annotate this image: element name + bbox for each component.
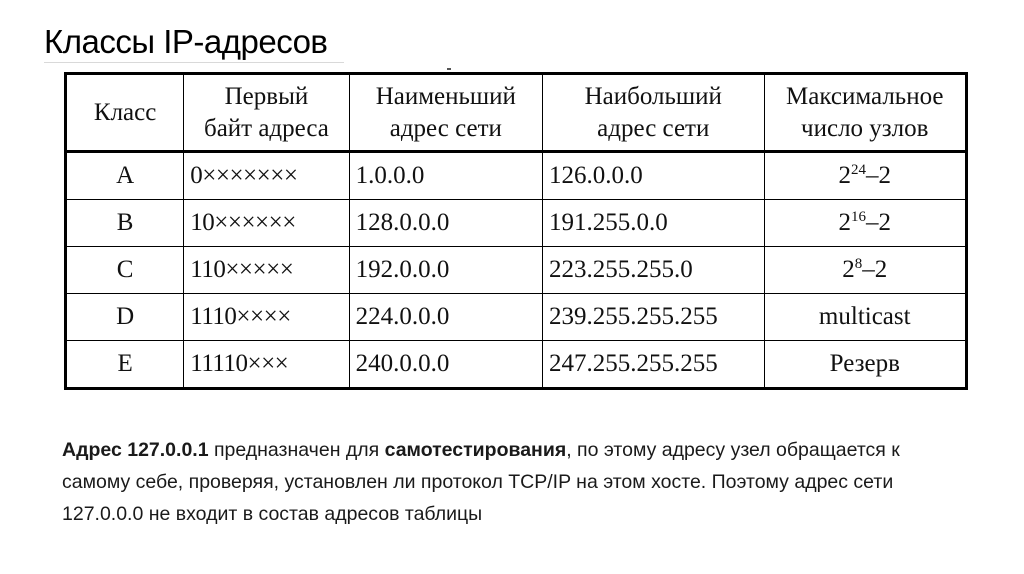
cell-max-address: 126.0.0.0 — [543, 152, 764, 200]
hosts-base: 2 — [838, 209, 851, 236]
note-text-2: , по этому адресу узел обращается к самому себе, проверяя, установлен ли протокол TCP/IP на этом хосте. Поэтому адрес сети 127.0.0.0 не входит в состав адресов таблицы — [62, 439, 900, 525]
loopback-note — [62, 434, 962, 530]
header-max-line1: Наибольший — [584, 82, 722, 110]
cell-max-address: 223.255.255.0 — [543, 247, 764, 294]
cell-max-hosts: multicast — [764, 294, 966, 341]
cell-min-address: 128.0.0.0 — [349, 200, 542, 247]
cell-max-address: 191.255.0.0 — [543, 200, 764, 247]
header-min-address — [349, 74, 542, 152]
header-max-hosts — [764, 74, 966, 152]
cell-first-byte: 0××××××× — [184, 152, 349, 200]
hosts-exponent: 24 — [851, 162, 866, 178]
cell-min-address: 240.0.0.0 — [349, 341, 542, 389]
cell-max-hosts — [764, 200, 966, 247]
table-row — [66, 294, 967, 341]
hosts-tail: –2 — [862, 256, 888, 283]
table-row — [66, 152, 967, 200]
header-first-byte-line2: байт адреса — [203, 114, 329, 142]
hosts-exponent: 8 — [854, 256, 863, 272]
cell-class: A — [66, 152, 184, 200]
ip-classes-table — [64, 72, 968, 390]
cell-first-byte: 10×××××× — [184, 200, 349, 247]
hosts-tail: –2 — [866, 162, 891, 189]
note-loopback-address: Адрес 127.0.0.1 — [62, 439, 209, 461]
cell-first-byte: 110××××× — [184, 247, 349, 294]
scan-artifact — [447, 68, 451, 70]
table-header-row — [66, 74, 967, 152]
cell-max-hosts — [764, 152, 966, 200]
cell-max-address: 247.255.255.255 — [543, 341, 764, 389]
cell-class: E — [66, 341, 184, 389]
table-row — [66, 341, 967, 389]
header-max-address — [543, 74, 764, 152]
cell-min-address: 192.0.0.0 — [349, 247, 542, 294]
header-hosts-line2: число узлов — [801, 114, 929, 142]
cell-first-byte: 11110××× — [184, 341, 349, 389]
header-max-line2: адрес сети — [597, 114, 710, 142]
header-min-line2: адрес сети — [389, 114, 502, 142]
cell-max-hosts — [764, 247, 966, 294]
cell-class: B — [66, 200, 184, 247]
note-text-1: предназначен для — [208, 439, 385, 461]
header-first-byte — [184, 74, 349, 152]
cell-class: D — [66, 294, 184, 341]
table-row — [66, 247, 967, 294]
header-hosts-line1: Максимальное — [786, 82, 944, 110]
header-min-line1: Наименьший — [375, 82, 516, 110]
cell-first-byte: 1110×××× — [184, 294, 349, 341]
table-row — [66, 200, 967, 247]
cell-max-address: 239.255.255.255 — [543, 294, 764, 341]
cell-class: C — [66, 247, 184, 294]
hosts-tail: –2 — [866, 209, 891, 236]
note-self-testing: самотестирования — [384, 439, 567, 461]
cell-min-address: 224.0.0.0 — [349, 294, 542, 341]
cell-min-address: 1.0.0.0 — [349, 152, 542, 200]
hosts-exponent: 16 — [851, 209, 866, 225]
hosts-base: 2 — [838, 162, 851, 189]
page-title: Классы IP-адресов — [44, 23, 328, 60]
title-divider — [44, 62, 344, 63]
hosts-base: 2 — [842, 256, 855, 283]
header-first-byte-line1: Первый — [224, 82, 309, 110]
cell-max-hosts: Резерв — [764, 341, 966, 389]
header-class: Класс — [66, 74, 184, 152]
